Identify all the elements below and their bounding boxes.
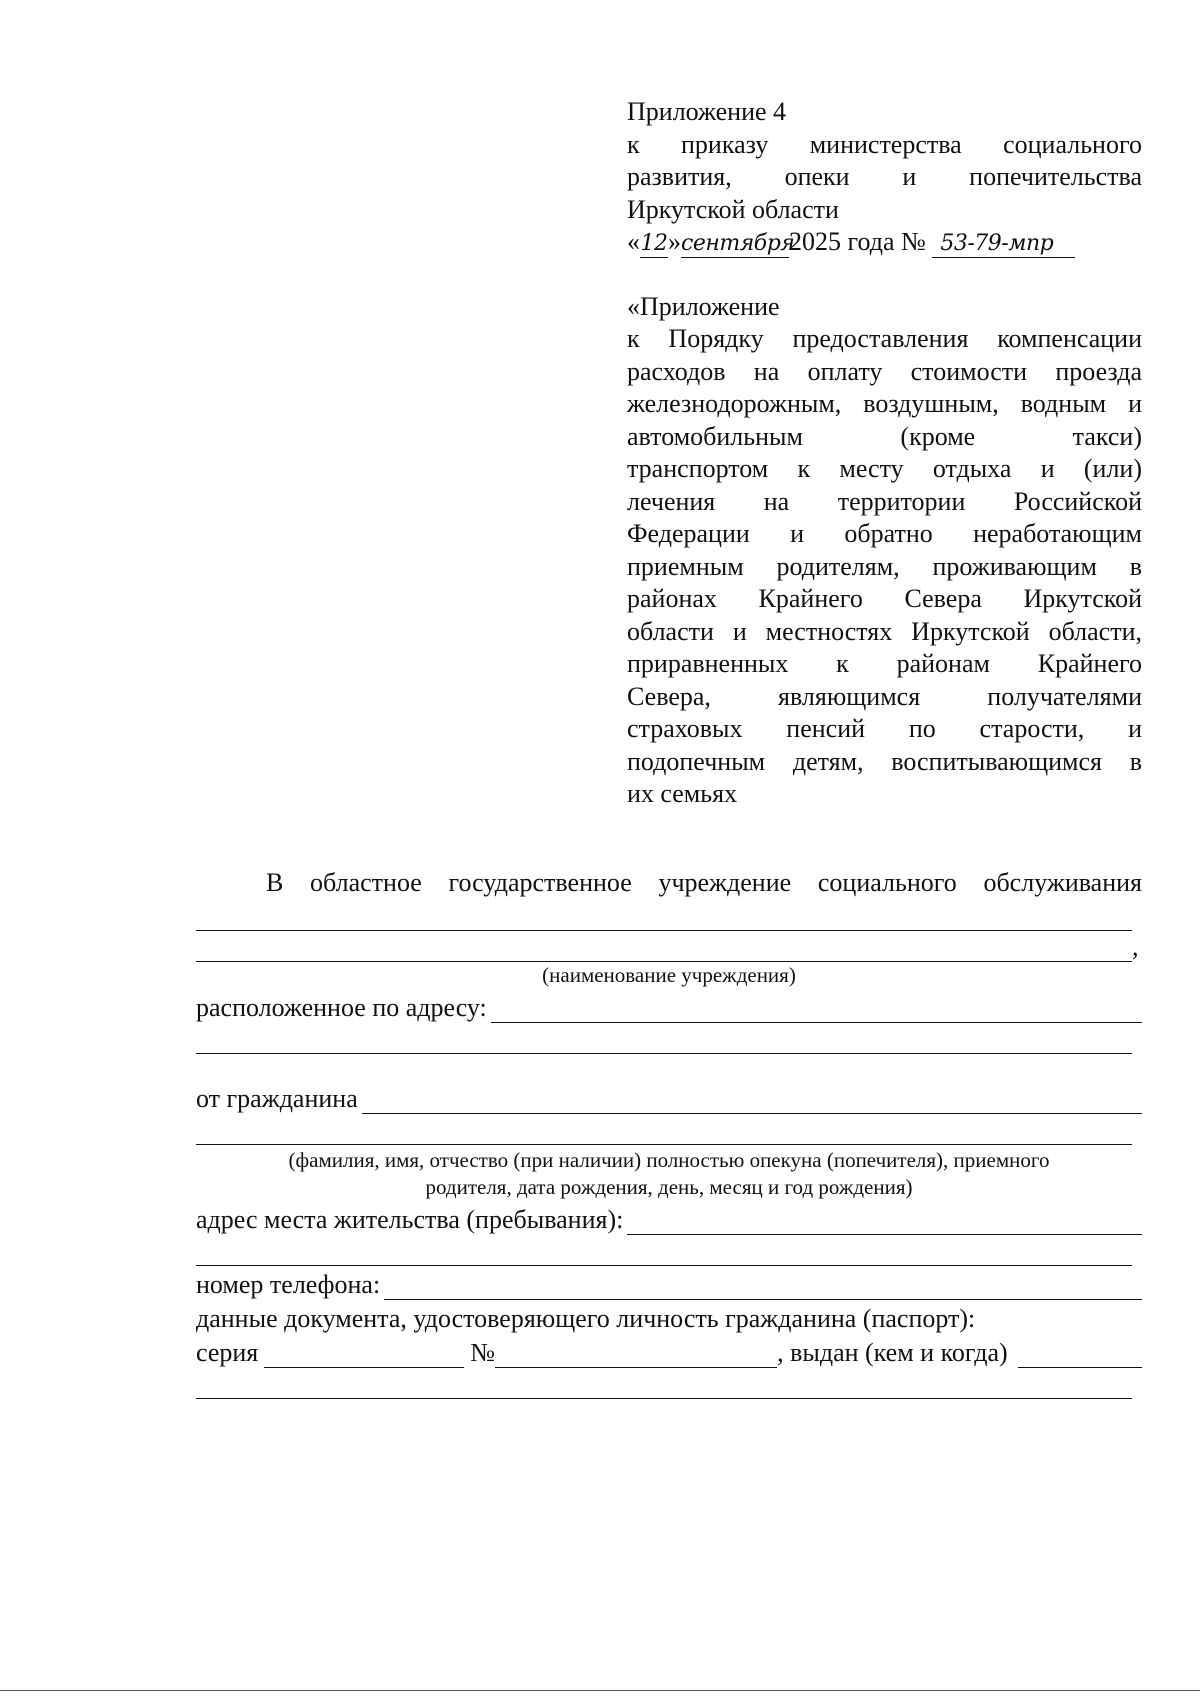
caption-citizen-line-1: (фамилия, имя, отчество (при наличии) полностью опекуна (попечителя), приемного <box>288 1148 1050 1172</box>
issued-label: , выдан (кем и когда) <box>777 1338 1008 1367</box>
residence-field[interactable] <box>627 1208 1142 1235</box>
date-year-text: 2025 года № <box>789 227 926 256</box>
residence-row <box>196 1201 1142 1235</box>
passport-number-field[interactable] <box>495 1341 777 1368</box>
sub-appendix-line: к Порядку предоставления компенсации <box>627 324 1142 353</box>
address-field[interactable] <box>491 996 1142 1023</box>
date-month-field: сентября <box>681 231 795 256</box>
order-line: к приказу министерства социального <box>627 129 1142 159</box>
series-label: серия <box>196 1338 259 1367</box>
comma-mark: , <box>1132 932 1139 961</box>
id-doc-row <box>196 1300 1142 1334</box>
institution-name-line-1[interactable] <box>196 900 1132 931</box>
appendix-title: Приложение 4 <box>627 97 787 126</box>
citizen-name-field[interactable] <box>362 1087 1142 1114</box>
page-bottom-edge <box>0 1690 1200 1691</box>
address-label: расположенное по адресу: <box>196 993 487 1022</box>
sub-appendix-line: лечения на территории Российской <box>627 486 1142 516</box>
address-row <box>196 989 1142 1023</box>
sub-appendix-line: расходов на оплату стоимости проезда <box>627 356 1142 386</box>
order-date-line <box>627 226 1142 259</box>
sub-appendix-last-line: их семьях <box>627 779 738 808</box>
order-line: развития, опеки и попечительства <box>627 162 1142 191</box>
caption-institution: (наименование учреждения) <box>542 963 796 987</box>
issued-by-field[interactable] <box>1018 1341 1142 1368</box>
phone-row <box>196 1266 1142 1300</box>
sub-appendix-line: области и местностях Иркутской области, <box>627 616 1142 646</box>
series-field[interactable] <box>264 1341 464 1368</box>
sub-appendix-line: приемным родителям, проживающим в <box>627 551 1142 581</box>
sub-appendix-line: подопечным детям, воспитывающимся в <box>627 746 1142 776</box>
citizen-row <box>196 1080 1142 1114</box>
sub-appendix-line: Федерации и обратно неработающим <box>627 519 1142 548</box>
sub-appendix-line: автомобильным (кроме такси) <box>627 421 1142 451</box>
passport-row <box>196 1334 1142 1368</box>
citizen-name-line-2[interactable] <box>196 1114 1132 1145</box>
sub-appendix-line: приравненных к районам Крайнего <box>627 649 1142 678</box>
appendix-header <box>627 96 1142 811</box>
sub-appendix-line: Севера, являющимся получателями <box>627 681 1142 711</box>
institution-name-row-2 <box>196 931 1142 962</box>
caption-citizen-line-2: родителя, дата рождения, день, месяц и год рождения) <box>425 1175 913 1199</box>
residence-label: адрес места жительства (пребывания): <box>196 1205 624 1234</box>
date-day-field: 12 <box>640 231 668 256</box>
form-intro: В областное государственное учреждение социального обслуживания <box>266 868 1142 897</box>
issued-by-line-2[interactable] <box>196 1368 1132 1399</box>
sub-appendix-title: «Приложение <box>627 291 780 321</box>
sub-appendix-line: транспортом к месту отдыха и (или) <box>627 454 1142 483</box>
residence-field-line-2[interactable] <box>196 1235 1132 1266</box>
phone-field[interactable] <box>384 1273 1142 1300</box>
region-line: Иркутской области <box>627 194 839 224</box>
citizen-label: от гражданина <box>196 1084 358 1113</box>
number-label: № <box>470 1338 496 1367</box>
phone-label: номер телефона: <box>196 1270 381 1299</box>
order-number-field: 53-79-мпр <box>932 231 1075 258</box>
application-form <box>196 866 1142 1399</box>
id-doc-label: данные документа, удостоверяющего личность гражданина (паспорт): <box>196 1304 976 1333</box>
institution-name-line-2[interactable] <box>196 931 1132 962</box>
sub-appendix-line: районах Крайнего Севера Иркутской <box>627 584 1142 613</box>
sub-appendix-line: страховых пенсий по старости, и <box>627 714 1142 743</box>
address-field-line-2[interactable] <box>196 1023 1132 1054</box>
date-close-quote: » <box>668 227 681 256</box>
sub-appendix-line: железнодорожным, воздушным, водным и <box>627 389 1142 418</box>
date-open-quote: « <box>627 227 640 256</box>
